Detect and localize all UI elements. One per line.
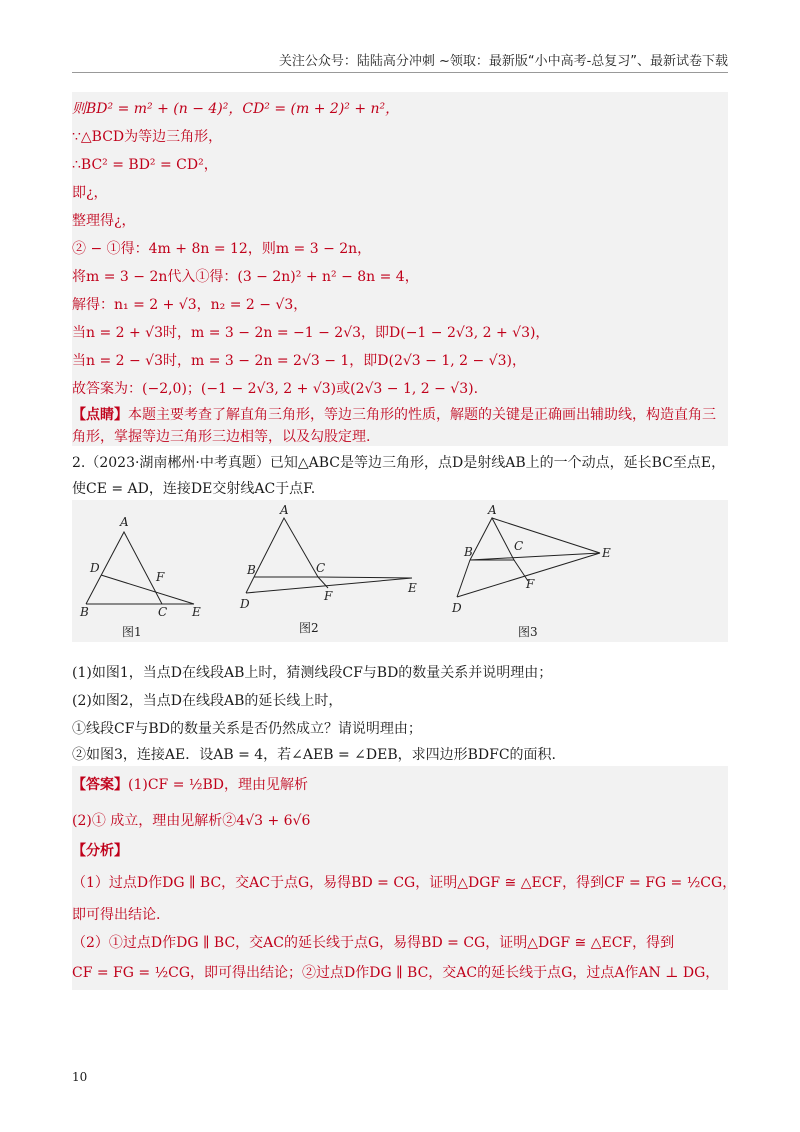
comment-text-1: 本题主要考查了解直角三角形，等边三角形的性质，解题的关键是正确画出辅助线，构造直角三 xyxy=(128,407,716,423)
label-c3: C xyxy=(514,539,524,553)
question-1: (1)如图1，当点D在线段AB上时，猜测线段CF与BD的数量关系并说明理由； xyxy=(72,665,553,681)
question-2b: ②如图3，连接AE．设AB = 4，若∠AEB = ∠DEB，求四边形BDFC的面积. xyxy=(72,747,557,763)
answer-block xyxy=(72,766,737,990)
analysis-line-2: 即可得出结论. xyxy=(72,907,161,923)
comment-line-1 xyxy=(72,404,716,424)
label-f1: F xyxy=(156,570,165,584)
answer-line-1 xyxy=(72,774,308,794)
label-e3: E xyxy=(602,546,611,560)
header-rule xyxy=(72,72,728,73)
answer-tag: 【答案】 xyxy=(72,777,128,793)
label-f3: F xyxy=(526,577,535,591)
answer-text-1: (1)CF = ½BD，理由见解析 xyxy=(128,777,308,793)
analysis-line-1: （1）过点D作DG ∥ BC，交AC于点G，易得BD = CG，证明△DGF ≅ △ECF，得到CF = FG = ½CG， xyxy=(72,875,737,891)
answer-line-2: (2)① 成立，理由见解析②4√3 + 6√6 xyxy=(72,813,311,829)
analysis-line-4: CF = FG = ½CG，即可得出结论；②过点D作DG ∥ BC，交AC的延长线于点G，过点A作AN ⊥ DG， xyxy=(72,965,720,981)
label-a3: A xyxy=(488,503,497,517)
label-a2: A xyxy=(280,503,289,517)
analysis-tag: 【分析】 xyxy=(72,843,128,859)
solution-line-5: 整理得¿， xyxy=(72,213,136,229)
question-2: (2)如图2，当点D在线段AB的延长线上时， xyxy=(72,693,343,709)
figure-caption-1: 图1 xyxy=(122,625,142,639)
figures-panel xyxy=(72,500,728,642)
geometry-figures xyxy=(72,500,728,642)
analysis-line-3: （2）①过点D作DG ∥ BC，交AC的延长线于点G，易得BD = CG，证明△DGF ≅ △ECF，得到 xyxy=(72,935,675,951)
figure-caption-2: 图2 xyxy=(299,621,319,635)
solution-line-2: ∵△BCD为等边三角形， xyxy=(72,129,223,145)
label-b2: B xyxy=(247,563,256,577)
label-e1: E xyxy=(192,605,201,619)
figure-caption-3: 图3 xyxy=(518,625,538,639)
label-d2: D xyxy=(240,597,250,611)
problem2-line-2: 使CE = AD，连接DE交射线AC于点F. xyxy=(72,481,316,497)
label-d1: D xyxy=(90,561,100,575)
solution-line-6: ② − ①得：4m + 8n = 12，则m = 3 − 2n， xyxy=(72,241,372,257)
problem2-line-1: 2.（2023·湖南郴州·中考真题）已知△ABC是等边三角形，点D是射线AB上的一个动点，延长BC至点E， xyxy=(72,455,726,471)
solution-line-3: ∴BC² = BD² = CD²， xyxy=(72,157,218,173)
solution-block xyxy=(72,92,728,446)
solution-line-7: 将m = 3 − 2n代入①得：(3 − 2n)² + n² − 8n = 4， xyxy=(72,269,419,285)
solution-line-9: 当n = 2 + √3时，m = 3 − 2n = −1 − 2√3，即D(−1 − 2√3, 2 + √3)， xyxy=(72,325,550,341)
solution-line-11: 故答案为：(−2,0)；(−1 − 2√3, 2 + √3)或(2√3 − 1, 2 − √3). xyxy=(72,381,479,397)
label-e2: E xyxy=(408,581,417,595)
solution-line-8: 解得：n₁ = 2 + √3，n₂ = 2 − √3， xyxy=(72,297,308,313)
label-c1: C xyxy=(158,605,168,619)
label-d3: D xyxy=(452,601,462,615)
page-number: 10 xyxy=(72,1070,88,1084)
label-b1: B xyxy=(80,605,89,619)
solution-line-1: 则BD² = m² + (n − 4)²，CD² = (m + 2)² + n²， xyxy=(72,101,400,117)
solution-line-4: 即¿， xyxy=(72,185,108,201)
label-a1: A xyxy=(120,515,129,529)
solution-line-10: 当n = 2 − √3时，m = 3 − 2n = 2√3 − 1，即D(2√3 − 1, 2 − √3)， xyxy=(72,353,526,369)
question-2a: ①线段CF与BD的数量关系是否仍然成立？请说明理由； xyxy=(72,721,422,737)
page-header: 关注公众号：陆陆高分冲刺 ~领取：最新版“小中高考-总复习”、最新试卷下载 xyxy=(278,54,728,69)
comment-line-2: 角形，掌握等边三角形三边相等，以及勾股定理. xyxy=(72,429,371,445)
label-b3: B xyxy=(464,545,473,559)
comment-tag: 【点睛】 xyxy=(72,407,128,423)
label-c2: C xyxy=(316,561,326,575)
label-f2: F xyxy=(324,589,333,603)
